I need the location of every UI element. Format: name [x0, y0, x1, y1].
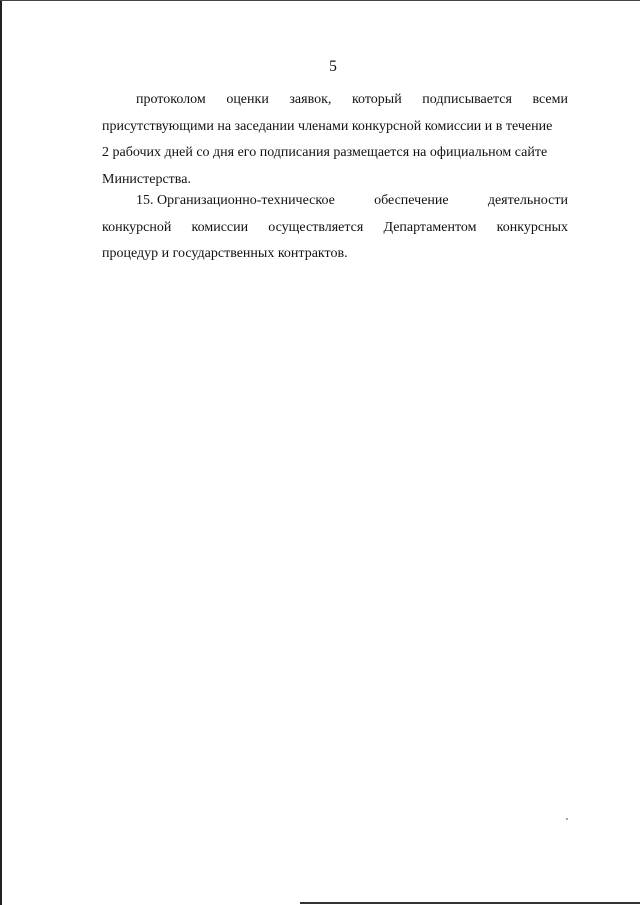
word: протоколом — [136, 92, 206, 107]
word: деятельности — [487, 193, 568, 208]
scan-speck — [566, 818, 568, 820]
text-line: процедур и государственных контрактов. — [102, 246, 348, 261]
word: осуществляется — [268, 219, 364, 235]
word: оценки — [226, 92, 269, 107]
word: Департаментом — [383, 219, 477, 235]
scan-edge-bottom — [300, 902, 640, 904]
text-line: присутствующими на заседании членами конкурсной комиссии и в течение — [102, 118, 553, 134]
word: подписывается — [422, 92, 512, 107]
paragraph-15 — [102, 188, 568, 268]
scan-edge-left — [0, 0, 2, 905]
word: 15. Организационно-техническое — [136, 193, 335, 208]
paragraph-continuation — [102, 87, 568, 193]
text-line: 2 рабочих дней со дня его подписания размещается на официальном сайте — [102, 145, 548, 160]
word: обеспечение — [374, 193, 449, 208]
word: заявок, — [289, 92, 332, 107]
word: который — [351, 92, 402, 107]
word: конкурсных — [496, 219, 568, 235]
text-line — [102, 188, 568, 215]
word: конкурсной — [102, 219, 172, 235]
text-line — [102, 87, 568, 114]
text-line — [102, 215, 568, 242]
scan-edge-top — [0, 0, 640, 1]
word: комиссии — [191, 219, 249, 235]
text-line: Министерства. — [102, 171, 191, 187]
page-number: 5 — [329, 58, 337, 75]
word: всеми — [532, 92, 568, 107]
